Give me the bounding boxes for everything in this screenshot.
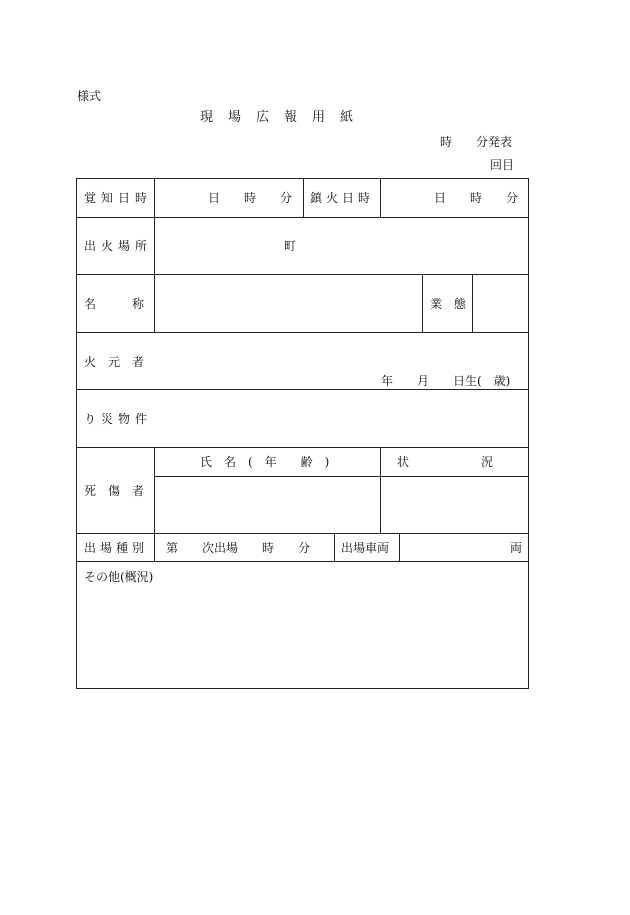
cell-divider: [472, 274, 473, 332]
label-column-divider: [154, 179, 155, 332]
location-label: 出火場所: [84, 239, 153, 253]
dispatch-type-label: 出場種別: [84, 541, 149, 555]
origin-person-label: 火 元 者: [84, 355, 145, 369]
extinguish-label: 鎮火日時: [310, 191, 375, 205]
cell-divider: [380, 447, 381, 533]
cell-divider: [399, 533, 400, 561]
location-town: 町: [284, 239, 297, 253]
business-type-label: 業 態: [430, 297, 467, 311]
vehicles-value: 両: [510, 541, 523, 555]
style-label: 様式: [77, 89, 102, 103]
row-divider: [77, 533, 528, 534]
row-divider: [77, 389, 528, 390]
cell-divider: [303, 179, 304, 217]
status-header: 状 況: [397, 455, 494, 469]
row-divider: [77, 561, 528, 562]
cell-divider: [422, 274, 423, 332]
casualty-header-divider: [155, 476, 528, 477]
birth-date: 年 月 日生( 歳): [381, 374, 511, 388]
vehicles-label: 出場車両: [341, 541, 390, 555]
name-label: 名 称: [84, 297, 149, 311]
damage-label: り災物件: [84, 412, 153, 426]
other-label: その他(概況): [84, 570, 154, 584]
casualties-label: 死 傷 者: [84, 484, 145, 498]
report-count: 回目: [490, 158, 515, 172]
page-title: 現 場 広 報 用 紙: [200, 110, 355, 125]
label-column-divider: [154, 447, 155, 561]
detect-label: 覚知日時: [84, 191, 153, 205]
row-divider: [77, 217, 528, 218]
row-divider: [77, 332, 528, 333]
announce-time: 時 分発表: [440, 135, 513, 149]
extinguish-datetime: 日 時 分: [434, 191, 519, 205]
cell-divider: [380, 179, 381, 217]
row-divider: [77, 447, 528, 448]
name-age-header: 氏 名 ( 年 齢 ): [200, 455, 330, 469]
dispatch-value: 第 次出場 時 分: [166, 541, 311, 555]
report-form: [76, 178, 529, 689]
cell-divider: [334, 533, 335, 561]
row-divider: [77, 274, 528, 275]
detect-datetime: 日 時 分: [208, 191, 293, 205]
